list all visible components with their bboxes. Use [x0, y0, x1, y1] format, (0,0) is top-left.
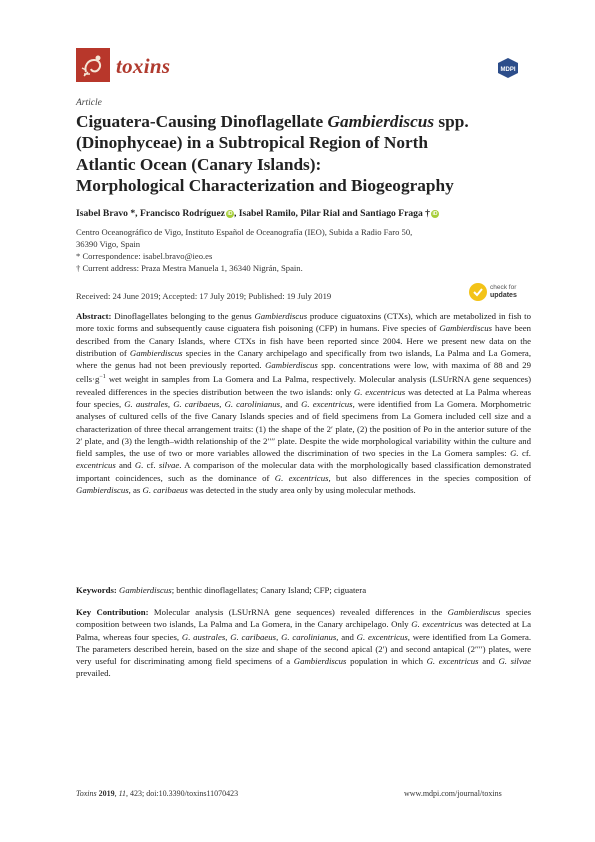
title-part: (Dinophyceae) in a Subtropical Region of North — [76, 133, 429, 153]
journal-name: toxins — [116, 54, 171, 78]
abstract-text: wet weight in samples from La Gomera and La Palma, respectively. Molecular analysis (LSUrRNA gene sequences) revealed differences in the species distribution between the two islands: only — [76, 374, 531, 397]
species-name: Gambierdiscus — [439, 323, 493, 334]
footer-journal: Toxins — [76, 789, 97, 798]
affiliation-line: 36390 Vigo, Spain — [76, 239, 141, 249]
key-contribution-text: population in which — [346, 656, 427, 667]
species-name: Gambierdiscus — [129, 347, 183, 358]
abstract-text: . A comparison of the molecular data with the morphologically based classification demonstrated important coincidences, such as the dominance of — [76, 460, 531, 483]
key-contribution-text: prevailed. — [76, 668, 111, 679]
species-name: Gambierdiscus — [119, 585, 172, 595]
species-name: G. silvae — [498, 656, 531, 667]
title-part: Atlantic Ocean (Canary Islands): — [76, 154, 322, 174]
key-contribution-text: , and — [336, 631, 357, 642]
authors-part-2: , Isabel Ramilo, Pilar Rial and Santiago Fraga — [233, 208, 423, 219]
footer-doi: , 423; doi:10.3390/toxins11070423 — [126, 789, 239, 798]
species-name: G. australes — [124, 398, 168, 409]
abstract-text: , — [219, 398, 225, 409]
key-contribution-text: species composition between two islands, La Palma and La Gomera, in the Canary archipelago. Only — [76, 607, 531, 630]
check-for-updates-badge[interactable] — [469, 281, 529, 305]
abstract-label: Abstract: — [76, 311, 112, 321]
keywords-text: ; benthic dinoflagellates; Canary Island; CFP; ciguatera — [171, 585, 367, 595]
species-name: G. excentricus — [426, 656, 479, 667]
abstract-text: produce ciguatoxins (CTXs), which are metabolized in fish to more toxic forms and subsequently cause ciguatera fish poisoning (CFP) in humans. Five species of — [76, 311, 531, 334]
abstract-text: have been described from the Canary Islands, where CTXs in fish have been reported since 2004. Here we present new data on the distribution of — [76, 323, 531, 358]
species-name: G. excentricus — [274, 472, 329, 483]
current-address-line: † Current address: Praza Mestra Manuela 1, 36340 Nigrán, Spain. — [76, 263, 303, 273]
abstract-text: species in the Canary archipelago and specifically from two islands, La Palma and La Gomera, where the genus had not been previously reported. — [76, 347, 532, 371]
check-updates-label: check for — [490, 284, 517, 291]
citation-footer — [76, 789, 238, 798]
species-name: silvae — [158, 460, 180, 471]
authors-part-1: Isabel Bravo *, Francisco Rodríguez — [76, 208, 225, 219]
author-list — [76, 208, 439, 219]
footer-volume: , 11 — [114, 789, 127, 798]
key-contribution-text: , — [225, 631, 231, 642]
species-name: excentricus — [76, 460, 116, 471]
article-type: Article — [76, 98, 102, 108]
keywords — [76, 584, 531, 596]
abstract-text: cf. — [518, 448, 531, 459]
abstract — [76, 310, 531, 496]
check-updates-icon — [469, 283, 487, 301]
journal-logo — [76, 48, 110, 82]
key-contribution-text: Molecular analysis (LSUrRNA gene sequences) revealed differences in the — [148, 607, 448, 617]
species-name: Gambierdiscus — [76, 485, 129, 496]
abstract-text: cf. — [143, 460, 159, 471]
key-contribution-text: , — [276, 631, 282, 642]
abstract-text: and — [115, 460, 135, 471]
key-contribution-label: Key Contribution: — [76, 607, 149, 617]
key-contribution-text: , were identified from La Gomera. The parameters described herein, based on the size and shape of the second apical (2′) and second antapical (2′′′′) plates, were very useful for discriminating among field specimens of a — [76, 631, 532, 667]
title-part: spp. — [434, 112, 469, 131]
species-name: G. — [134, 460, 144, 471]
species-name: Gambierdiscus — [447, 607, 501, 617]
species-name: Gambierdiscus — [293, 656, 347, 667]
abstract-text: , but also differences in the species composition of — [328, 472, 531, 483]
scorpion-icon — [76, 48, 110, 82]
abstract-text: spp. concentrations were low, with maxima of 88 and 29 cells·g — [76, 360, 531, 385]
species-name: G. carolinianus — [281, 631, 337, 642]
abstract-text: , and — [280, 398, 302, 409]
key-contribution — [76, 606, 531, 680]
species-name: G. excentricus — [411, 619, 463, 630]
title-part: Morphological Characterization and Biogeography — [76, 175, 454, 195]
key-contribution-text: was detected at La Palma, whereas four species, — [76, 619, 531, 642]
species-name: G. australes — [181, 631, 226, 642]
abstract-text: , as — [128, 485, 143, 496]
title-part: Ciguatera-Causing Dinoflagellate — [76, 112, 328, 131]
article-title — [76, 111, 536, 196]
species-name: G. excentricus — [356, 631, 408, 642]
orcid-icon[interactable]: iD — [432, 211, 438, 217]
abstract-text: was detected at La Palma whereas four species, — [76, 386, 531, 409]
footer-year: 2019 — [96, 789, 115, 798]
mdpi-logo — [497, 58, 519, 78]
superscript: −1 — [99, 374, 106, 381]
dagger-mark: † — [422, 208, 430, 219]
species-name: G. carolinianus — [224, 398, 281, 409]
species-name: G. excentricus — [353, 386, 406, 397]
title-genus: Gambierdiscus — [327, 112, 435, 131]
abstract-text: was detected in the study area only by using molecular methods. — [187, 485, 416, 496]
publisher-label: MDPI — [500, 67, 516, 73]
species-name: Gambierdiscus — [254, 311, 308, 321]
species-name: G. excentricus — [301, 398, 353, 409]
journal-url-link[interactable]: www.mdpi.com/journal/toxins — [404, 789, 502, 798]
abstract-text: Dinoflagellates belonging to the genus — [111, 311, 255, 321]
keywords-label: Keywords: — [76, 585, 117, 595]
orcid-icon[interactable]: iD — [227, 211, 233, 217]
species-name: Gambierdiscus — [265, 360, 318, 371]
abstract-text: , were identified from La Gomera. Morphometric analyses of cultured cells of the five Canary Islands species and of field specimens from La Gomera included cell size and a characterization of three thecal arrangement traits: (1) the shape of the 2′ plate, (2) the position of Po in the anterior suture of the 2′ plate, and (3) the length–width relationship of the 2′′′′ plate. Despite the wide morphological variability within the culture and field samples, the use of two or more variables allowed the discrimination of two species in the La Gomera samples: — [76, 398, 531, 459]
species-name: G. caribaeus — [173, 398, 220, 409]
species-name: G. — [510, 448, 519, 459]
abstract-text: , — [167, 398, 174, 409]
species-name: G. caribaeus — [230, 631, 277, 642]
correspondence-line: * Correspondence: isabel.bravo@ieo.es — [76, 251, 213, 261]
key-contribution-text: and — [478, 656, 499, 667]
check-updates-label-bold: updates — [490, 292, 517, 299]
affiliation-line: Centro Oceanográfico de Vigo, Instituto Español de Oceanografía (IEO), Subida a Radio Faro 50, — [76, 227, 413, 237]
species-name: G. caribaeus — [142, 485, 188, 496]
publication-dates: Received: 24 June 2019; Accepted: 17 July 2019; Published: 19 July 2019 — [76, 291, 332, 301]
